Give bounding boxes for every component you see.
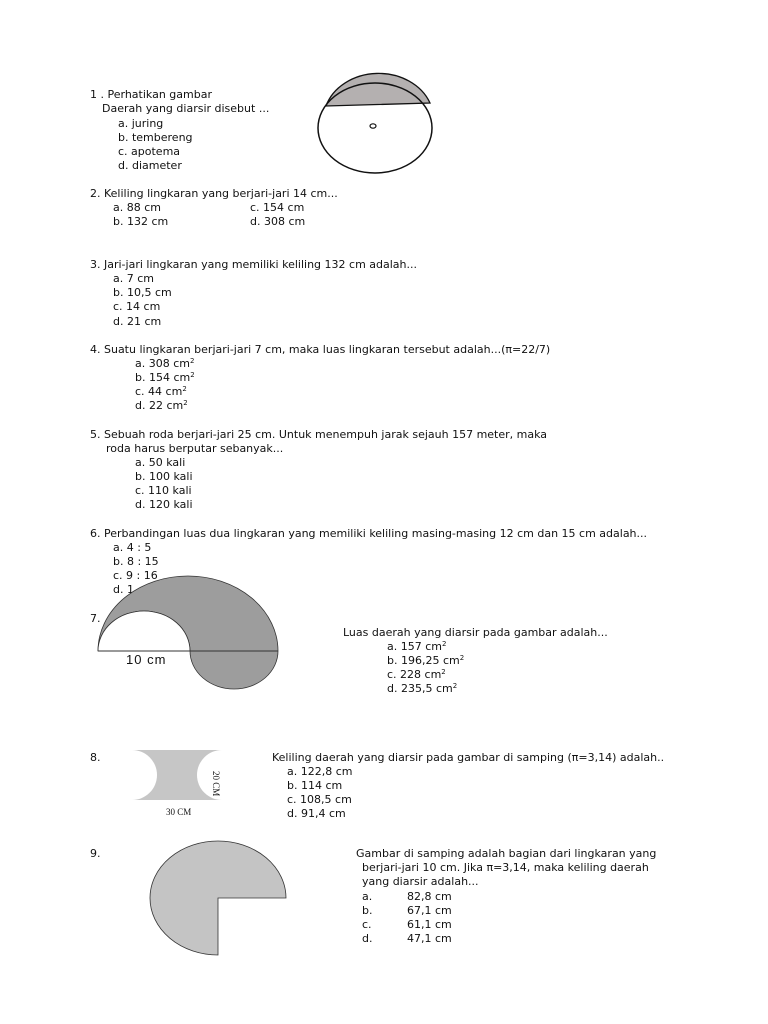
q4-option-d: d. 22 $cm^2$ [135, 399, 188, 412]
q8-number: 8. [90, 751, 101, 764]
q7-stem: Luas daerah yang diarsir pada gambar adalah... [343, 626, 608, 639]
q1-option-b: b. tembereng [118, 131, 193, 144]
q2-option-b: b. 132 cm [113, 215, 169, 228]
q3-option-a: a. 7 cm [113, 272, 154, 285]
q1-option-c: c. apotema [118, 145, 181, 158]
q9-figure [148, 840, 294, 956]
q5-stem: 5. Sebuah roda berjari-jari 25 cm. Untuk menempuh jarak sejauh 157 meter, maka [90, 428, 548, 441]
q7-number: 7. [90, 612, 101, 625]
q6-option-b: b. 8 : 15 [113, 555, 159, 568]
q7-option-b: b. 196,25 $cm^2$ [387, 654, 465, 667]
q7-dimension-label: 10 cm [126, 652, 167, 667]
q2-option-d: d. 308 cm [250, 215, 306, 228]
q1-stem: 1 . Perhatikan gambar [90, 88, 212, 101]
q2-stem: 2. Keliling lingkaran yang berjari-jari 14 cm... [90, 187, 338, 200]
q1-shaded-segment [326, 73, 430, 106]
q7-option-a: a. 157 $cm^2$ [387, 640, 447, 653]
q7-option-c: c. 228 $cm^2$ [387, 668, 446, 681]
q9-number: 9. [90, 847, 101, 860]
q5-option-a: a. 50 kali [135, 456, 186, 469]
q1-option-d: d. diameter [118, 159, 182, 172]
q8-option-d: d. 91,4 cm [287, 807, 346, 820]
q5-option-b: b. 100 kali [135, 470, 193, 483]
q8-width-label: 30 CM [166, 807, 192, 817]
q3-option-c: c. 14 cm [113, 300, 161, 313]
q8-option-b: b. 114 cm [287, 779, 343, 792]
q8-option-c: c. 108,5 cm [287, 793, 352, 806]
q1-option-a: a. juring [118, 117, 164, 130]
q8-stem: Keliling daerah yang diarsir pada gambar di samping (π=3,14) adalah.. [272, 751, 665, 764]
q5-option-c: c. 110 kali [135, 484, 192, 497]
q2-option-a: a. 88 cm [113, 201, 161, 214]
q7-option-d: d. 235,5 $cm^2$ [387, 682, 458, 695]
q5-stem-2: roda harus berputar sebanyak... [106, 442, 284, 455]
q6-option-d: d. 1 [113, 583, 134, 596]
q6-stem: 6. Perbandingan luas dua lingkaran yang memiliki keliling masing-masing 12 cm dan 15 cm adalah... [90, 527, 648, 540]
q6-option-c: c. 9 : 16 [113, 569, 158, 582]
q8-height-label: 20 CM [211, 771, 221, 797]
q9-stem-3: yang diarsir adalah... [362, 875, 479, 888]
q8-option-a: a. 122,8 cm [287, 765, 353, 778]
q9-three-quarter-circle [150, 841, 286, 955]
q9-stem: Gambar di samping adalah bagian dari lingkaran yang [356, 847, 657, 860]
q3-stem: 3. Jari-jari lingkaran yang memiliki keliling 132 cm adalah... [90, 258, 417, 271]
q2-option-c: c. 154 cm [250, 201, 305, 214]
q3-option-d: d. 21 cm [113, 315, 162, 328]
q4-option-b: b. 154 $cm^2$ [135, 371, 195, 384]
q5-option-d: d. 120 kali [135, 498, 193, 511]
q4-option-a: a. 308 $cm^2$ [135, 357, 195, 370]
q4-stem: 4. Suatu lingkaran berjari-jari 7 cm, maka luas lingkaran tersebut adalah...(π=22/7) [90, 343, 551, 356]
q9-stem-2: berjari-jari 10 cm. Jika π=3,14, maka keliling daerah [362, 861, 649, 874]
q4-option-c: c. 44 $cm^2$ [135, 385, 187, 398]
q1-stem-2: Daerah yang diarsir disebut ... [102, 102, 270, 115]
q1-center-point [370, 124, 376, 128]
q7-figure [96, 576, 296, 692]
q1-circle-figure [310, 82, 440, 182]
q3-option-b: b. 10,5 cm [113, 286, 172, 299]
q6-option-a: a. 4 : 5 [113, 541, 152, 554]
